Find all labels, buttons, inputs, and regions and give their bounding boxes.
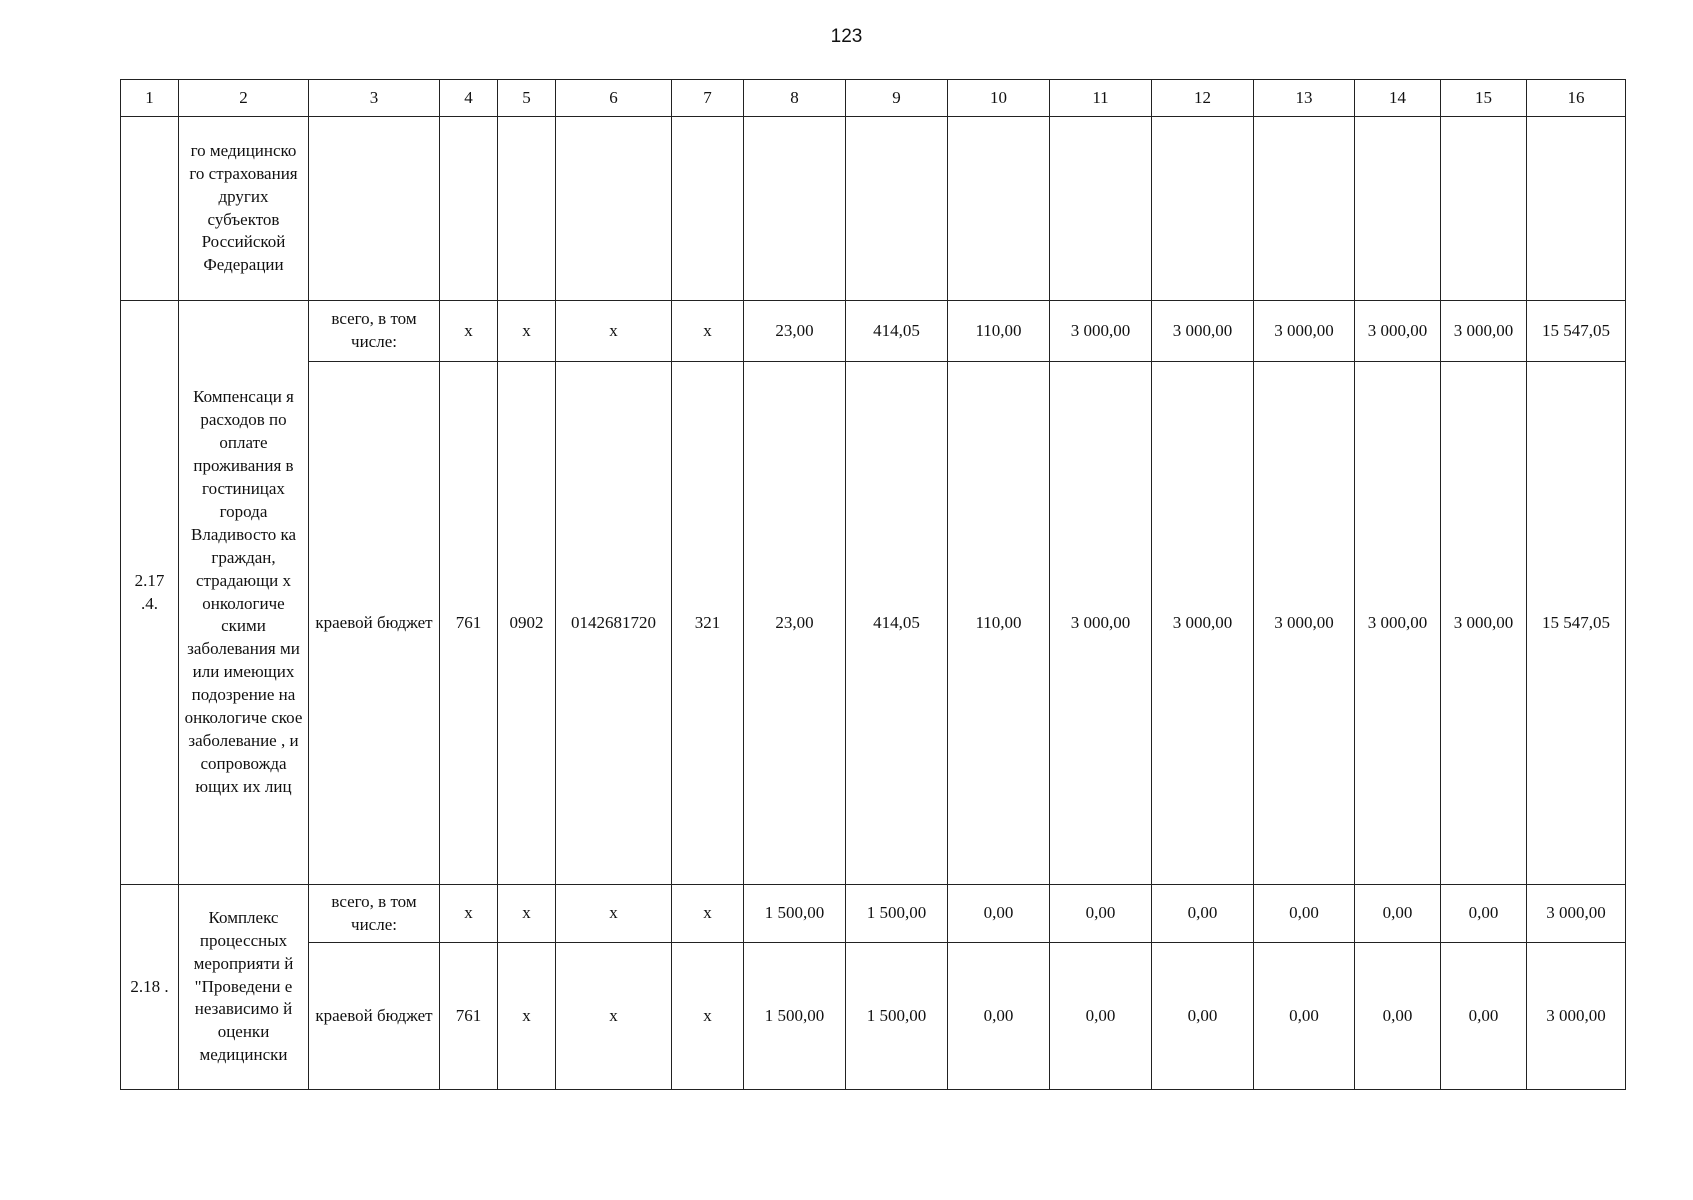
cell-source: краевой бюджет (309, 943, 440, 1090)
col-header: 15 (1441, 80, 1527, 117)
cell (556, 117, 672, 301)
cell: 0,00 (1355, 943, 1441, 1090)
col-header: 7 (672, 80, 744, 117)
cell: 414,05 (846, 362, 948, 885)
cell: 0142681720 (556, 362, 672, 885)
cell: 1 500,00 (744, 943, 846, 1090)
cell: 3 000,00 (1050, 301, 1152, 362)
cell: 15 547,05 (1527, 362, 1626, 885)
cell: 761 (440, 943, 498, 1090)
col-header: 1 (121, 80, 179, 117)
cell (1254, 117, 1355, 301)
cell: 0,00 (1050, 943, 1152, 1090)
cell (948, 117, 1050, 301)
cell: 3 000,00 (1355, 362, 1441, 885)
table-row-2-17-4-total (121, 301, 1626, 362)
cell: 414,05 (846, 301, 948, 362)
cell: 3 000,00 (1441, 301, 1527, 362)
cell: 3 000,00 (1152, 301, 1254, 362)
cell-name: го медицинско го страхования других субъектов Российской Федерации (179, 117, 309, 301)
cell-source: краевой бюджет (309, 362, 440, 885)
cell: 1 500,00 (846, 943, 948, 1090)
cell (744, 117, 846, 301)
cell: 0,00 (1254, 943, 1355, 1090)
cell (440, 117, 498, 301)
cell: 3 000,00 (1441, 362, 1527, 885)
cell: x (556, 943, 672, 1090)
col-header: 2 (179, 80, 309, 117)
cell (1050, 117, 1152, 301)
header-row (121, 80, 1626, 117)
cell: x (672, 885, 744, 943)
col-header: 5 (498, 80, 556, 117)
cell-num (121, 117, 179, 301)
cell: 0902 (498, 362, 556, 885)
col-header: 9 (846, 80, 948, 117)
cell: x (672, 943, 744, 1090)
cell: 0,00 (948, 943, 1050, 1090)
budget-table (120, 79, 1626, 1090)
cell (1527, 117, 1626, 301)
cell: 3 000,00 (1254, 362, 1355, 885)
cell: 1 500,00 (846, 885, 948, 943)
cell: 3 000,00 (1050, 362, 1152, 885)
cell: 3 000,00 (1355, 301, 1441, 362)
cell: x (440, 301, 498, 362)
cell-name: Компенсаци я расходов по оплате проживания в гостиницах города Владивосто ка граждан, страдающи х онкологиче скими заболевания ми или имеющих подозрение на онкологиче ское заболевание , и сопровожда ющих их лиц (179, 301, 309, 885)
cell: 23,00 (744, 362, 846, 885)
col-header: 12 (1152, 80, 1254, 117)
cell: x (556, 301, 672, 362)
cell-num: 2.18 . (121, 885, 179, 1090)
col-header: 14 (1355, 80, 1441, 117)
cell: x (498, 885, 556, 943)
table-row-2-18-regional (121, 943, 1626, 1090)
cell: 0,00 (1441, 885, 1527, 943)
cell: 761 (440, 362, 498, 885)
cell: x (498, 943, 556, 1090)
cell: 0,00 (1254, 885, 1355, 943)
cell: x (498, 301, 556, 362)
cell (846, 117, 948, 301)
col-header: 3 (309, 80, 440, 117)
cell: 0,00 (1152, 943, 1254, 1090)
cell: 110,00 (948, 362, 1050, 885)
col-header: 16 (1527, 80, 1626, 117)
cell: 3 000,00 (1527, 943, 1626, 1090)
cell (1152, 117, 1254, 301)
cell (1355, 117, 1441, 301)
cell-source: всего, в том числе: (309, 301, 440, 362)
cell: 1 500,00 (744, 885, 846, 943)
cell: 0,00 (1152, 885, 1254, 943)
cell: 0,00 (1441, 943, 1527, 1090)
page-number: 123 (830, 26, 863, 47)
col-header: 10 (948, 80, 1050, 117)
col-header: 4 (440, 80, 498, 117)
cell: 0,00 (1355, 885, 1441, 943)
cell: 0,00 (948, 885, 1050, 943)
cell (309, 117, 440, 301)
col-header: 11 (1050, 80, 1152, 117)
cell: x (672, 301, 744, 362)
cell: 3 000,00 (1527, 885, 1626, 943)
cell: 23,00 (744, 301, 846, 362)
cell (1441, 117, 1527, 301)
cell: 3 000,00 (1254, 301, 1355, 362)
cell: 321 (672, 362, 744, 885)
table-row-2-18-total (121, 885, 1626, 943)
cell (498, 117, 556, 301)
cell: 0,00 (1050, 885, 1152, 943)
cell-num: 2.17 .4. (121, 301, 179, 885)
col-header: 13 (1254, 80, 1355, 117)
col-header: 8 (744, 80, 846, 117)
cell: 3 000,00 (1152, 362, 1254, 885)
cell: x (440, 885, 498, 943)
cell (672, 117, 744, 301)
cell-name: Комплекс процессных мероприяти й "Проведени е независимо й оценки медицински (179, 885, 309, 1090)
cell-source: всего, в том числе: (309, 885, 440, 943)
table-row-2-17-4-regional (121, 362, 1626, 885)
col-header: 6 (556, 80, 672, 117)
table-row-continuation (121, 117, 1626, 301)
cell: 110,00 (948, 301, 1050, 362)
cell: x (556, 885, 672, 943)
cell: 15 547,05 (1527, 301, 1626, 362)
